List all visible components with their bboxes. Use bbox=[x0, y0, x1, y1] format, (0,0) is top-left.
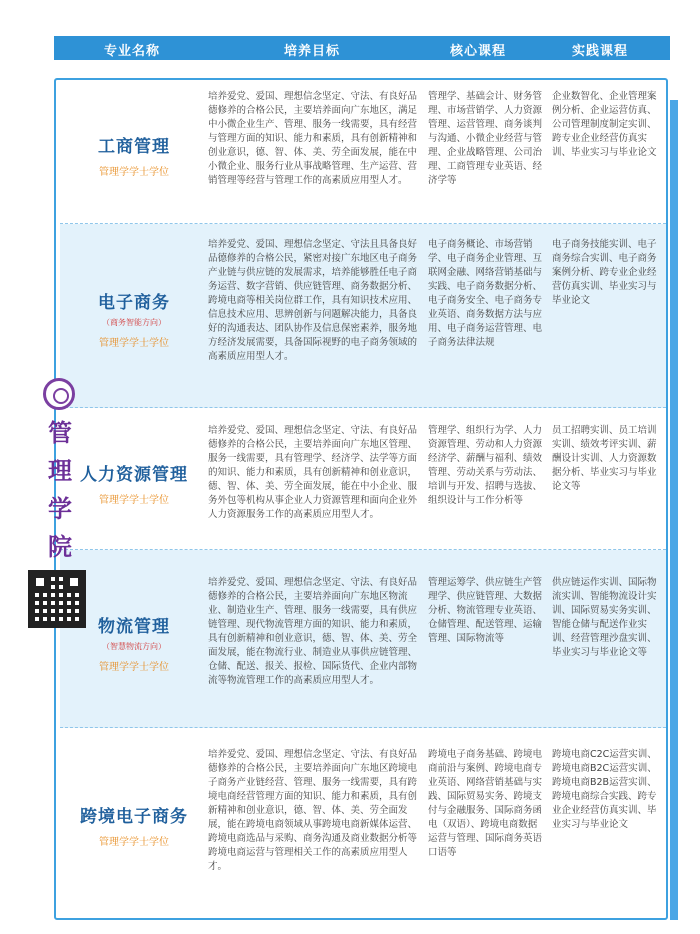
college-name-vertical bbox=[38, 414, 82, 566]
core-courses-text: 管理学、组织行为学、人力资源管理、劳动和人力资源经济学、薪酬与福利、绩效管理、劳动关系与劳动法、培训与开发、招聘与选拔、组织设计与工作分析等 bbox=[428, 425, 543, 506]
decorative-side-strip bbox=[670, 100, 678, 920]
core-courses-text: 管理学、基础会计、财务管理、市场营销学、人力资源管理、运营管理、商务谈判与沟通、小微企业经营与管理、企业战略管理、公司治理、工商管理专业英语、经济学等 bbox=[428, 91, 543, 186]
major-direction: （商务智能方向） bbox=[102, 318, 166, 327]
major-name: 人力资源管理 bbox=[80, 465, 188, 485]
table-row bbox=[60, 728, 666, 916]
header-training-goal: 培养目标 bbox=[284, 44, 341, 59]
qr-code-icon bbox=[28, 570, 86, 628]
college-name-char: 理 bbox=[48, 457, 72, 485]
table-row bbox=[60, 408, 666, 550]
header-practice-courses: 实践课程 bbox=[572, 44, 629, 59]
training-goal-text: 培养爱党、爱国、理想信念坚定、守法、有良好品德修养的合格公民，主要培养面向广东地区跨境电子商务产业链经营、管理、服务一线需要，具有跨境电商经营管理方面的知识、能力和素质，具有创新精神和创业意识，德、智、体、美、劳全面发展，能在跨境电商领域从事跨境电商新媒体运营、跨境电商选品与采购、商务沟通及商业数据分析等跨境电商运营与管理相关工作的高素质应用型人才。 bbox=[208, 749, 418, 872]
college-name-char: 院 bbox=[48, 533, 72, 561]
core-courses-text: 跨境电子商务基础、跨境电商前沿与案例、跨境电商专业英语、网络营销基础与实践、国际贸易实务、跨境支付与金融服务、国际商务函电（双语）、跨境电商数据运营与管理、国际商务英语口语等 bbox=[428, 749, 543, 858]
core-courses-text: 管理运筹学、供应链生产管理学、供应链管理、大数据分析、物流管理专业英语、仓储管理、配送管理、运输管理、国际物流等 bbox=[428, 577, 543, 644]
table-row bbox=[60, 550, 666, 728]
practice-courses-text: 员工招聘实训、员工培训实训、绩效考评实训、薪酬设计实训、人力资源数据分析、毕业实习与毕业论文等 bbox=[552, 425, 657, 492]
major-name: 跨境电子商务 bbox=[80, 807, 188, 827]
degree-label: 管理学学士学位 bbox=[99, 495, 169, 506]
header-core-courses: 核心课程 bbox=[450, 44, 507, 59]
core-courses-text: 电子商务概论、市场营销学、电子商务企业管理、互联网金融、网络营销基础与实践、电子商务数据分析、电子商务安全、电子商务专业英语、商务数据方法与应用、电子商务运营管理、电子商务法律法规 bbox=[428, 239, 543, 348]
major-cell bbox=[60, 802, 208, 848]
major-name: 电子商务 bbox=[98, 293, 170, 313]
practice-courses-text: 供应链运作实训、国际物流实训、智能物流设计实训、国际贸易实务实训、智能仓储与配送作业实训、经营管理沙盘实训、毕业实习与毕业论文等 bbox=[552, 577, 657, 658]
table-header bbox=[54, 36, 670, 60]
degree-label: 管理学学士学位 bbox=[99, 338, 169, 349]
practice-courses-text: 跨境电商C2C运营实训、跨境电商B2C运营实训、跨境电商B2B运营实训、跨境电商综合实践、跨专业企业经营仿真实训、毕业实习与毕业论文 bbox=[552, 749, 657, 830]
college-name-char: 管 bbox=[48, 419, 72, 447]
training-goal-text: 培养爱党、爱国、理想信念坚定、守法、有良好品德修养的合格公民，主要培养面向广东地区管理、服务一线需要，具有管理学、经济学、法学等方面的知识、能力和素质，具有创新精神和创业意识，德、智、体、美、劳全面发展，能在中小企业、服务外包等机构从事企业人力资源管理和面向企业外人力资源服务工作的高素质应用型人才。 bbox=[208, 425, 418, 520]
training-goal-text: 培养爱党、爱国、理想信念坚定、守法、有良好品德修养的合格公民，主要培养面向广东地区物流业、制造业生产、管理、服务一线需要，具有供应链管理、现代物流管理方面的知识、能力和素质，具有创新精神和创业意识，德、智、体、美、劳全面发展，能在物流行业、制造业从事供应链管理、仓储、配送、报关、报检、国际货代、企业内部物流等物流管理工作的高素质应用型人才。 bbox=[208, 577, 418, 686]
major-name: 物流管理 bbox=[98, 617, 170, 637]
major-cell bbox=[60, 460, 208, 506]
training-goal-text: 培养爱党、爱国、理想信念坚定、守法且具备良好品德修养的合格公民，紧密对接广东地区电子商务产业链与供应链的发展需求，培养能够胜任电子商务运营、数字营销、供应链管理、商务数据分析、跨境电商等相关岗位群工作，具有知识技术应用、信息技术应用、思辨创新与问题解决能力，具备良好的沟通表达、团队协作及信息保密素养，服务地方经济发展需要，具备国际视野的电子商务领域的高素质应用型人才。 bbox=[208, 239, 418, 362]
major-name: 工商管理 bbox=[98, 137, 170, 157]
header-major-name: 专业名称 bbox=[104, 44, 161, 59]
major-cell bbox=[60, 132, 208, 178]
degree-label: 管理学学士学位 bbox=[99, 167, 169, 178]
table-row bbox=[60, 224, 666, 408]
table-row bbox=[60, 82, 666, 224]
degree-label: 管理学学士学位 bbox=[99, 837, 169, 848]
college-emblem-icon bbox=[43, 378, 75, 410]
college-name-char: 学 bbox=[48, 495, 72, 523]
practice-courses-text: 电子商务技能实训、电子商务综合实训、电子商务案例分析、跨专业企业经营仿真实训、毕业实习与毕业论文 bbox=[552, 239, 657, 306]
major-direction: （智慧物流方向） bbox=[102, 642, 166, 651]
practice-courses-text: 企业数智化、企业管理案例分析、企业运营仿真、公司管理制度制定实训、跨专业企业经营仿真实训、毕业实习与毕业论文 bbox=[552, 91, 657, 158]
degree-label: 管理学学士学位 bbox=[99, 662, 169, 673]
training-goal-text: 培养爱党、爱国、理想信念坚定、守法、有良好品德修养的合格公民，主要培养面向广东地区，满足中小微企业生产、管理、服务一线需要，具有经营与管理方面的知识、能力和素质，具有创新精神和创业意识，德、智、体、美、劳全面发展，能在中小微企业、服务行业从事战略管理、生产运营、营销管理等经营与管理工作的高素质应用型人才。 bbox=[208, 91, 418, 186]
major-cell bbox=[60, 288, 208, 349]
